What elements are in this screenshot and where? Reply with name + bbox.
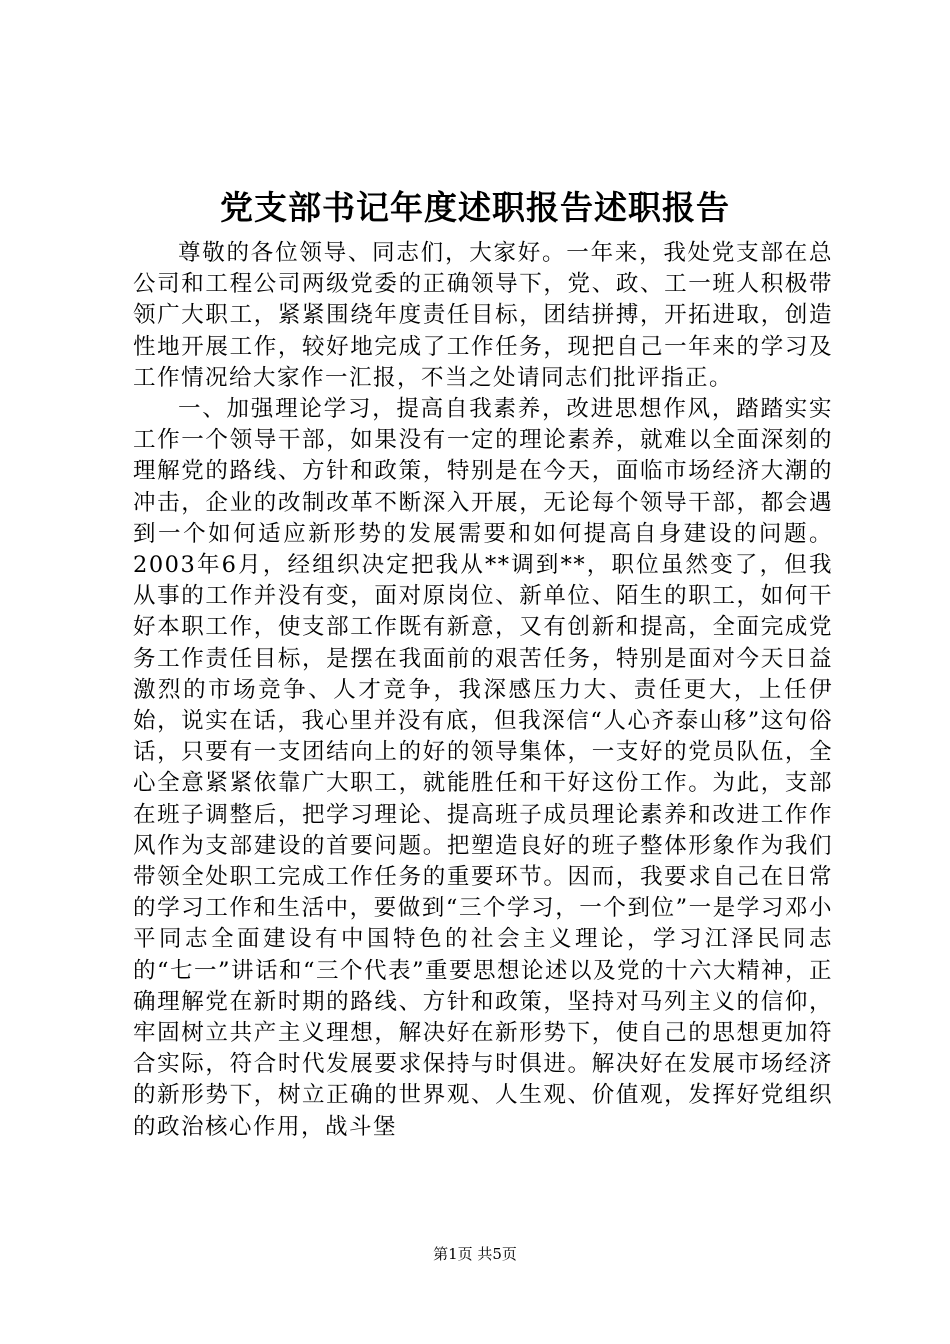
document-body xyxy=(133,238,833,1143)
paragraph-section-one: 一、加强理论学习，提高自我素养，改进思想作风，踏踏实实工作一个领导干部，如果没有一定的理论素养，就难以全面深刻的理解党的路线、方针和政策，特别是在今天，面临市场经济大潮的冲击，企业的改制改革不断深入开展，无论每个领导干部，都会遇到一个如何适应新形势的发展需要和如何提高自身建设的问题。2003年6月，经组织决定把我从**调到**，职位虽然变了，但我从事的工作并没有变，面对原岗位、新单位、陌生的职工，如何干好本职工作，使支部工作既有新意，又有创新和提高，全面完成党务工作责任目标，是摆在我面前的艰苦任务，特别是面对今天日益激烈的市场竞争、人才竞争，我深感压力大、责任更大，上任伊始，说实在话，我心里并没有底，但我深信“人心齐泰山移”这句俗话，只要有一支团结向上的好的领导集体，一支好的党员队伍，全心全意紧紧依靠广大职工，就能胜任和干好这份工作。为此，支部在班子调整后，把学习理论、提高班子成员理论素养和改进工作作风作为支部建设的首要问题。把塑造良好的班子整体形象作为我们带领全处职工完成工作任务的重要环节。因而，我要求自己在日常的学习工作和生活中，要做到“三个学习，一个到位”一是学习邓小平同志全面建设有中国特色的社会主义理论，学习江泽民同志的“七一”讲话和“三个代表”重要思想论述以及党的十六大精神，正确理解党在新时期的路线、方针和政策，坚持对马列主义的信仰，牢固树立共产主义理想，解决好在新形势下，使自己的思想更加符合实际，符合时代发展要求保持与时俱进。解决好在发展市场经济的新形势下，树立正确的世界观、人生观、价值观，发挥好党组织的政治核心作用，战斗堡 xyxy=(133,396,834,1140)
document-title: 党支部书记年度述职报告述职报告 xyxy=(220,188,730,227)
paragraph-greeting: 尊敬的各位领导、同志们，大家好。一年来，我处党支部在总公司和工程公司两级党委的正确领导下，党、政、工一班人积极带领广大职工，紧紧围绕年度责任目标，团结拼搏，开拓进取，创造性地开展工作，较好地完成了工作任务，现把自己一年来的学习及工作情况给大家作一汇报，不当之处请同志们批评指正。 xyxy=(133,240,833,391)
page-number-footer: 第1页 共5页 xyxy=(433,1245,517,1263)
